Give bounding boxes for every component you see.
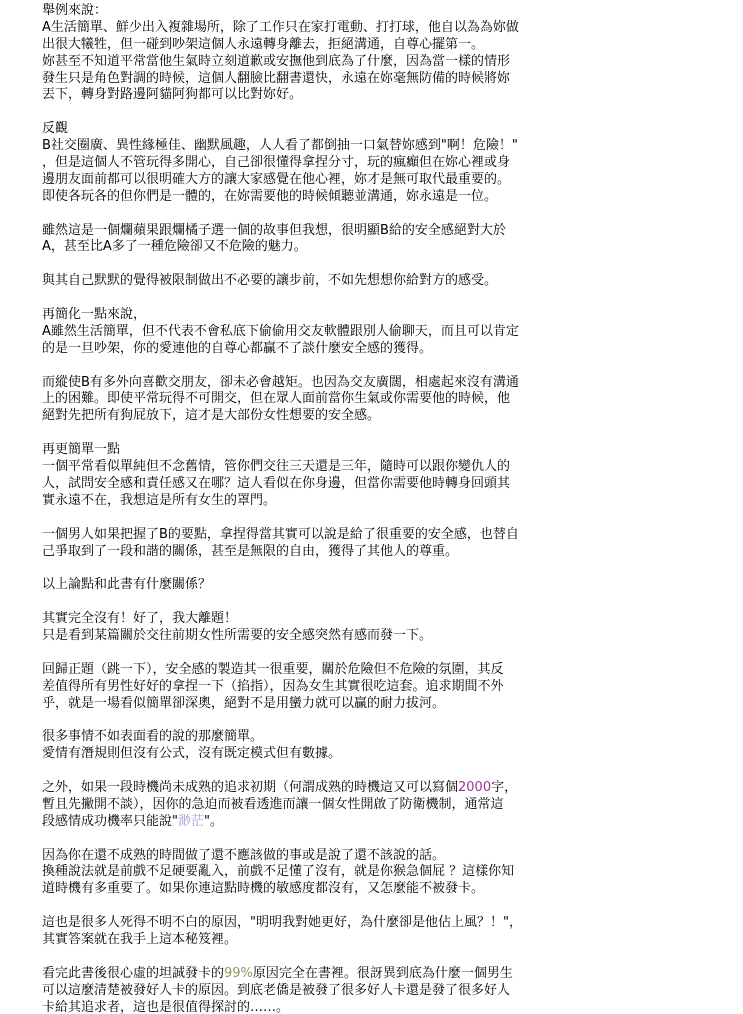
text-line <box>42 476 719 493</box>
text-segment: 愛情有潛規則但沒有公式，沒有既定模式但有數據。 <box>42 746 342 762</box>
text-line <box>42 442 719 459</box>
text-line <box>42 307 719 324</box>
text-line <box>42 155 719 172</box>
text-segment: 因為你在還不成熟的時間做了還不應該做的事或是說了還不該說的話。 <box>42 847 446 863</box>
paragraph <box>42 848 719 899</box>
paragraph <box>42 442 719 510</box>
text-line <box>42 408 719 425</box>
text-line <box>42 527 719 544</box>
text-segment: A，甚至比A多了一種危險卻又不危險的魅力。 <box>42 239 307 255</box>
text-line <box>42 983 719 1000</box>
paragraph <box>42 375 719 426</box>
text-segment: 差值得所有男性好好的拿捏一下（掐指），因為女生其實很吃這套。追求期間不外 <box>42 678 504 694</box>
text-line <box>42 746 719 763</box>
word-count-highlight: 2000 <box>458 779 492 795</box>
text-segment: 乎，就是一場看似簡單卻深奧，絕對不是用蠻力就可以贏的耐力拔河。 <box>42 695 446 711</box>
paragraph <box>42 577 719 594</box>
text-line <box>42 696 719 713</box>
text-segment: 反觀 <box>42 121 69 137</box>
text-line <box>42 3 719 20</box>
text-segment: 字， <box>491 779 518 795</box>
text-segment: 而縱使B有多外向喜歡交朋友，卻未必會越矩。也因為交友廣闊，相處起來沒有溝通 <box>42 374 519 390</box>
slim-chance-highlight: 渺茫 <box>177 813 204 829</box>
text-segment: 可以這麼清楚被發好人卡的原因。到底老僑是被發了很多好人卡還是發了很多好人 <box>42 982 511 998</box>
text-line <box>42 544 719 561</box>
text-segment: 出很大犧牲，但一碰到吵架這個人永遠轉身離去，拒絕溝通，自尊心擺第一。 <box>42 36 485 52</box>
text-line <box>42 71 719 88</box>
text-segment: 即使各玩各的但你們是一體的，在妳需要他的時候傾聽並溝通，妳永遠是一位。 <box>42 188 498 204</box>
text-line <box>42 172 719 189</box>
paragraph <box>42 307 719 358</box>
paragraph <box>42 273 719 290</box>
text-segment: 這也是很多人死得不明不白的原因，"明明我對她更好，為什麼卻是他佔上風？！"， <box>42 915 522 931</box>
text-line <box>42 37 719 54</box>
text-segment: 絕對先把所有狗屁放下，這才是大部份女性想要的安全感。 <box>42 408 381 424</box>
text-line <box>42 493 719 510</box>
text-segment: 舉例來說： <box>42 3 108 18</box>
paragraph <box>42 729 719 763</box>
text-line <box>42 628 719 645</box>
text-line <box>42 341 719 358</box>
text-segment: 以上論點和此書有什麼關係？ <box>42 577 212 593</box>
text-segment: 只是看到某篇關於交往前期女性所需要的安全感突然有感而發一下。 <box>42 627 433 643</box>
text-segment: 很多事情不如表面看的說的那麼簡單。 <box>42 729 264 745</box>
text-line <box>42 1000 719 1014</box>
text-segment: 暫且先撇開不談），因你的急迫而被看透進而讓一個女性開啟了防衛機制，通常這 <box>42 796 504 812</box>
text-segment: 邊朋友面前都可以很明確大方的讓大家感覺在他心裡，妳才是無可取代最重要的。 <box>42 171 511 187</box>
paragraph <box>42 223 719 257</box>
paragraph <box>42 611 719 645</box>
text-line <box>42 915 719 932</box>
text-segment: 卡給其追求者，這也是很值得探討的……。 <box>42 999 290 1014</box>
text-line <box>42 881 719 898</box>
text-segment: 看完此書後很心虛的坦誠發卡的 <box>42 965 225 981</box>
paragraph <box>42 3 719 104</box>
text-segment: 妳甚至不知道平常當他生氣時立刻道歉或安撫他到底為了什麼，因為當一樣的情形 <box>42 53 511 69</box>
text-line <box>42 189 719 206</box>
text-segment: 雖然這是一個爛蘋果跟爛橘子選一個的故事但我想，很明顯B給的安全感絕對大於 <box>42 222 506 238</box>
text-line <box>42 864 719 881</box>
text-line <box>42 932 719 949</box>
paragraph <box>42 915 719 949</box>
text-segment: 原因完全在書裡。很訝異到底為什麼一個男生 <box>252 965 513 981</box>
text-line <box>42 662 719 679</box>
text-line <box>42 966 719 983</box>
text-line <box>42 729 719 746</box>
text-line <box>42 797 719 814</box>
text-line <box>42 577 719 594</box>
text-segment: 上的困難。即使平常玩得不可開交，但在眾人面前當你生氣或你需要他的時候，他 <box>42 391 511 407</box>
text-line <box>42 20 719 37</box>
text-segment: 一個男人如果把握了B的要點，拿捏得當其實可以說是給了很重要的安全感，也替自 <box>42 526 519 542</box>
text-segment: 人，試問安全感和責任感又在哪？這人看似在你身邊，但當你需要他時轉身回頭其 <box>42 475 511 491</box>
text-line <box>42 121 719 138</box>
text-line <box>42 391 719 408</box>
text-segment: 段感情成功機率只能說" <box>42 813 178 829</box>
text-segment: 其實完全沒有！好了，我大離題！ <box>42 611 238 627</box>
text-line <box>42 138 719 155</box>
text-segment: 再簡化一點來說， <box>42 307 147 323</box>
text-segment: A雖然生活簡單，但不代表不會私底下偷偷用交友軟體跟別人偷聊天，而且可以肯定 <box>42 323 519 339</box>
text-line <box>42 375 719 392</box>
text-line <box>42 54 719 71</box>
text-line <box>42 780 719 797</box>
text-segment: 再更簡單一點 <box>42 442 121 458</box>
text-segment: 發生只是角色對調的時候，這個人翻臉比翻書還快，永遠在妳毫無防備的時候將妳 <box>42 70 511 86</box>
text-segment: 的是一旦吵架，你的愛連他的自尊心都贏不了談什麼安全感的獲得。 <box>42 340 433 356</box>
text-segment: 換種說法就是前戲不足硬要亂入，前戲不足懂了沒有，就是你猴急個屁 ？這樣你知 <box>42 864 515 880</box>
text-segment: 道時機有多重要了。如果你連這點時機的敏感度都沒有，又怎麼能不被發卡。 <box>42 881 485 897</box>
text-segment: 己爭取到了一段和諧的關係，甚至是無限的自由，獲得了其他人的尊重。 <box>42 543 459 559</box>
text-segment: 回歸正題（跳一下），安全感的製造其一很重要，關於危險但不危險的氛圍，其反 <box>42 661 504 677</box>
text-segment: 之外，如果一段時機尚未成熟的追求初期（何謂成熟的時機這又可以寫個 <box>42 779 459 795</box>
text-segment: 實永遠不在，我想這是所有女生的罩門。 <box>42 492 277 508</box>
text-line <box>42 848 719 865</box>
text-line <box>42 324 719 341</box>
paragraph <box>42 121 719 205</box>
text-segment: B社交圈廣、異性緣極佳、幽默風趣，人人看了都倒抽一口氣替妳感到"啊！危險！" <box>42 138 518 154</box>
text-line <box>42 223 719 240</box>
text-line <box>42 611 719 628</box>
text-line <box>42 459 719 476</box>
text-line <box>42 87 719 104</box>
paragraph <box>42 662 719 713</box>
paragraph <box>42 780 719 831</box>
text-segment: 丟下，轉身對路邊阿貓阿狗都可以比對妳好。 <box>42 87 303 103</box>
paragraph <box>42 966 719 1014</box>
text-segment: 一個平常看似單純但不念舊情，管你們交往三天還是三年，隨時可以跟你變仇人的 <box>42 459 511 475</box>
text-line <box>42 814 719 831</box>
text-segment: 其實答案就在我手上這本秘笈裡。 <box>42 931 238 947</box>
text-line <box>42 239 719 256</box>
text-line <box>42 679 719 696</box>
percentage-highlight: 99% <box>224 965 253 981</box>
text-line <box>42 273 719 290</box>
text-segment: A生活簡單、鮮少出入複雜場所，除了工作只在家打電動、打打球，他自以為為妳做 <box>42 19 519 35</box>
text-segment: "。 <box>204 813 223 829</box>
text-segment: 與其自己默默的覺得被限制做出不必要的讓步前，不如先想想你給對方的感受。 <box>42 273 498 289</box>
paragraph <box>42 527 719 561</box>
text-segment: ，但是這個人不管玩得多開心，自己卻很懂得拿捏分寸，玩的瘋癲但在妳心裡或身 <box>42 155 511 171</box>
